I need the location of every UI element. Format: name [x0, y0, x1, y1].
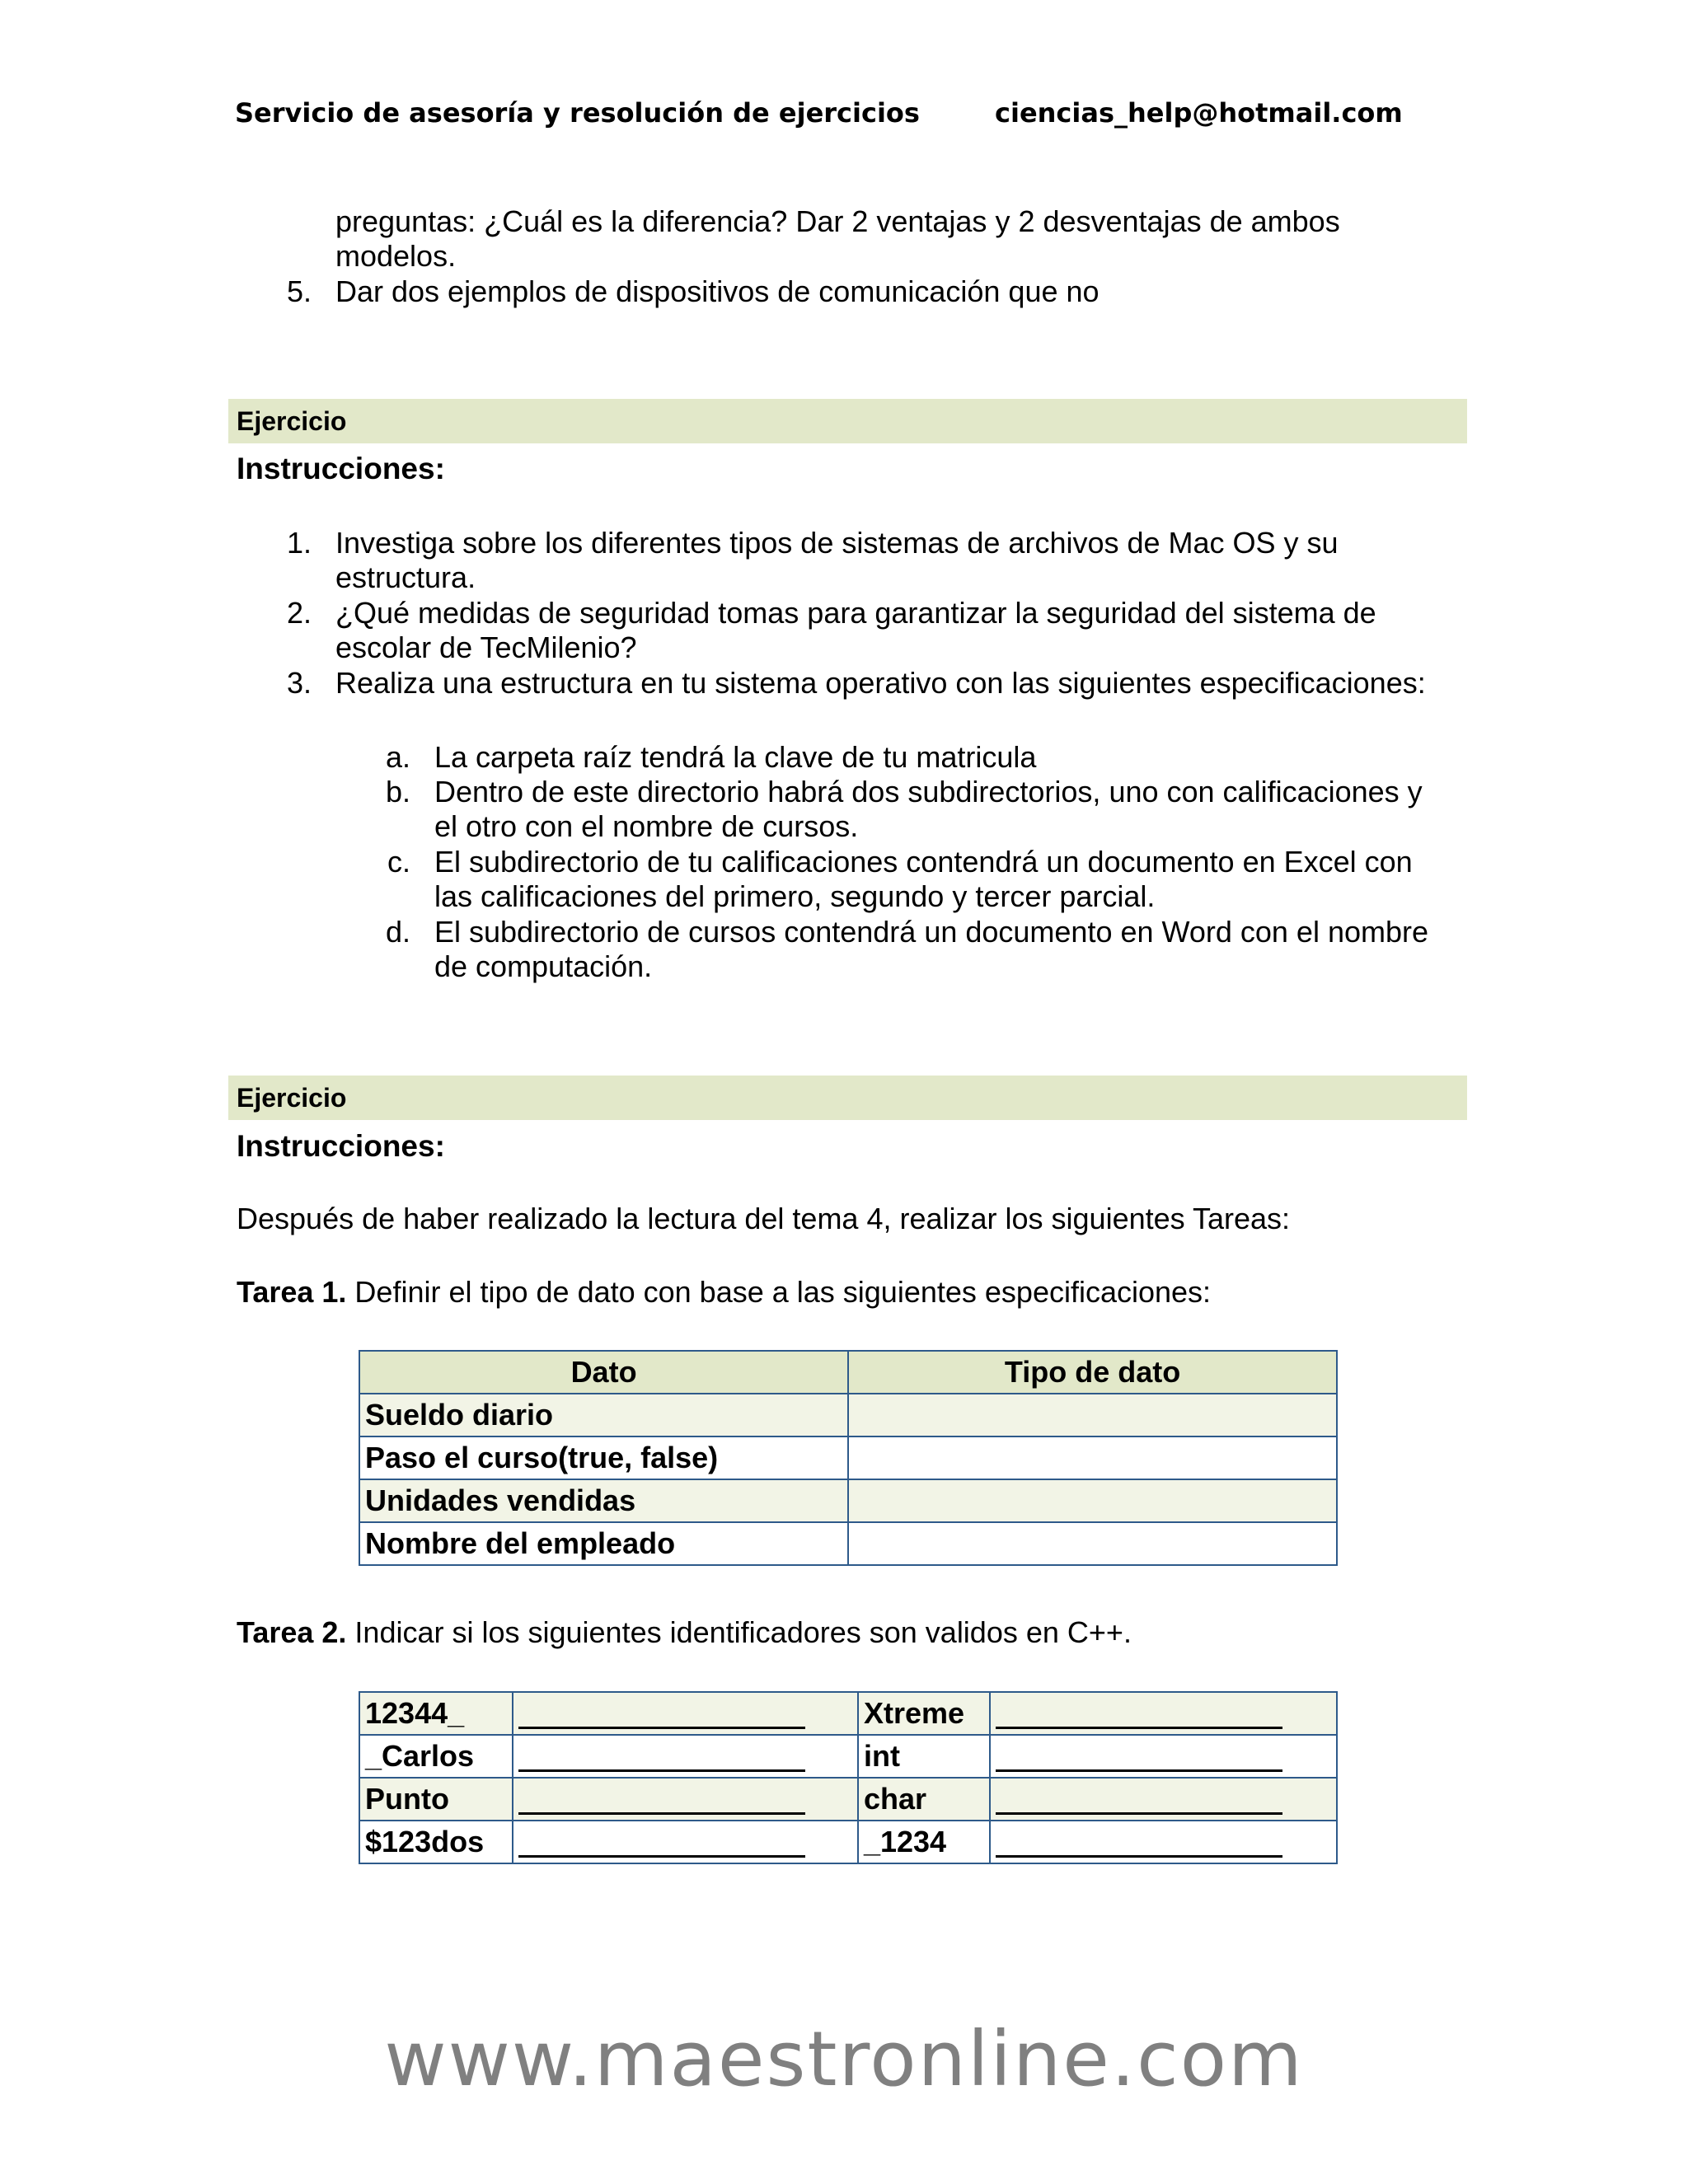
- answer-blank-cell[interactable]: [990, 1692, 1337, 1735]
- list-item-text: Realiza una estructura en tu sistema operativo con las siguientes especificaciones:: [335, 666, 1426, 700]
- answer-blank-cell[interactable]: [990, 1735, 1337, 1778]
- table-row: [359, 1692, 1337, 1735]
- table-header-dato: Dato: [359, 1351, 848, 1394]
- sublist-item-text: el otro con el nombre de cursos.: [434, 809, 859, 843]
- exercise-band: [228, 1076, 1467, 1120]
- identifier-cell: Xtreme: [858, 1692, 990, 1735]
- intro-paragraph: Después de haber realizado la lectura del tema 4, realizar los siguientes Tareas:: [237, 1202, 1291, 1235]
- task-2-text: Indicar si los siguientes identificadores son validos en C++.: [346, 1615, 1132, 1649]
- table-row: [359, 1522, 1337, 1565]
- identifier-cell: _Carlos: [359, 1735, 513, 1778]
- list-number: 5.: [286, 274, 312, 308]
- task-1-paragraph: [237, 1275, 1211, 1310]
- identifier-cell: int: [858, 1735, 990, 1778]
- list-item-text: ¿Qué medidas de seguridad tomas para garantizar la seguridad del sistema de: [335, 596, 1376, 630]
- answer-blank-cell[interactable]: [990, 1778, 1337, 1821]
- instructions-heading: Instrucciones:: [237, 1129, 445, 1163]
- exercise-band-label: Ejercicio: [237, 1083, 347, 1113]
- list-item-text: escolar de TecMilenio?: [335, 630, 637, 664]
- table-row: [359, 1735, 1337, 1778]
- answer-blank[interactable]: [518, 1702, 805, 1729]
- table-row: [359, 1436, 1337, 1479]
- table-cell-dato: Nombre del empleado: [359, 1522, 848, 1565]
- table-row: [359, 1821, 1337, 1863]
- answer-blank[interactable]: [996, 1702, 1282, 1729]
- sublist-item-text: El subdirectorio de tu calificaciones contendrá un documento en Excel con: [434, 845, 1413, 879]
- sublist-item-text: El subdirectorio de cursos contendrá un documento en Word con el nombre: [434, 915, 1429, 949]
- identifier-cell: $123dos: [359, 1821, 513, 1863]
- continuation-line-1: preguntas: ¿Cuál es la diferencia? Dar 2 ventajas y 2 desventajas de ambos: [335, 204, 1340, 238]
- answer-blank-cell[interactable]: [990, 1821, 1337, 1863]
- identifier-cell: char: [858, 1778, 990, 1821]
- list-number: 3.: [286, 666, 312, 700]
- answer-blank-cell[interactable]: [513, 1821, 858, 1863]
- list-item-text: estructura.: [335, 560, 476, 594]
- identifier-table: [359, 1691, 1338, 1864]
- table-row: [359, 1394, 1337, 1436]
- list-number: 2.: [286, 596, 312, 630]
- table-row: [359, 1778, 1337, 1821]
- sublist-item-text: La carpeta raíz tendrá la clave de tu matricula: [434, 740, 1037, 774]
- answer-blank[interactable]: [518, 1745, 805, 1772]
- list-number: 1.: [286, 526, 312, 560]
- sublist-letter: c.: [387, 845, 410, 879]
- sublist-item-text: Dentro de este directorio habrá dos subdirectorios, uno con calificaciones y: [434, 775, 1423, 808]
- task-1-text: Definir el tipo de dato con base a las siguientes especificaciones:: [346, 1275, 1212, 1309]
- header-email: ciencias_help@hotmail.com: [995, 97, 1403, 129]
- answer-blank-cell[interactable]: [513, 1692, 858, 1735]
- answer-blank[interactable]: [518, 1788, 805, 1815]
- list-item-text: Dar dos ejemplos de dispositivos de comunicación que no: [335, 274, 1100, 308]
- instructions-heading: Instrucciones:: [237, 452, 445, 485]
- table-row: [359, 1479, 1337, 1522]
- list-item-text: Investiga sobre los diferentes tipos de sistemas de archivos de Mac OS y su: [335, 526, 1339, 560]
- sublist-letter: d.: [385, 915, 410, 949]
- task-2-paragraph: [237, 1615, 1132, 1650]
- table-cell-dato: Unidades vendidas: [359, 1479, 848, 1522]
- answer-blank[interactable]: [996, 1830, 1282, 1858]
- sublist-item-text: de computación.: [434, 949, 653, 983]
- exercise-band-label: Ejercicio: [237, 406, 347, 436]
- sublist-item-text: las calificaciones del primero, segundo y tercer parcial.: [434, 879, 1156, 913]
- identifier-cell: _1234: [858, 1821, 990, 1863]
- answer-blank-cell[interactable]: [513, 1778, 858, 1821]
- continuation-line-2: modelos.: [335, 239, 457, 273]
- task-2-label: Tarea 2.: [237, 1615, 347, 1649]
- answer-blank-cell[interactable]: [513, 1735, 858, 1778]
- table-cell-dato: Paso el curso(true, false): [359, 1436, 848, 1479]
- header-service-title: Servicio de asesoría y resolución de ejercicios: [235, 97, 920, 129]
- identifier-cell: 12344_: [359, 1692, 513, 1735]
- table-cell-answer[interactable]: [848, 1436, 1337, 1479]
- sublist-letter: b.: [385, 775, 410, 808]
- table-cell-dato: Sueldo diario: [359, 1394, 848, 1436]
- sublist-letter: a.: [385, 740, 410, 774]
- identifier-cell: Punto: [359, 1778, 513, 1821]
- footer-website: www.maestronline.com: [384, 2015, 1304, 2103]
- exercise-band: [228, 399, 1467, 443]
- answer-blank[interactable]: [996, 1745, 1282, 1772]
- table-cell-answer[interactable]: [848, 1522, 1337, 1565]
- task-1-label: Tarea 1.: [237, 1275, 347, 1309]
- table-cell-answer[interactable]: [848, 1479, 1337, 1522]
- table-header-tipo: Tipo de dato: [848, 1351, 1337, 1394]
- data-type-table: [359, 1350, 1338, 1566]
- answer-blank[interactable]: [996, 1788, 1282, 1815]
- table-cell-answer[interactable]: [848, 1394, 1337, 1436]
- answer-blank[interactable]: [518, 1830, 805, 1858]
